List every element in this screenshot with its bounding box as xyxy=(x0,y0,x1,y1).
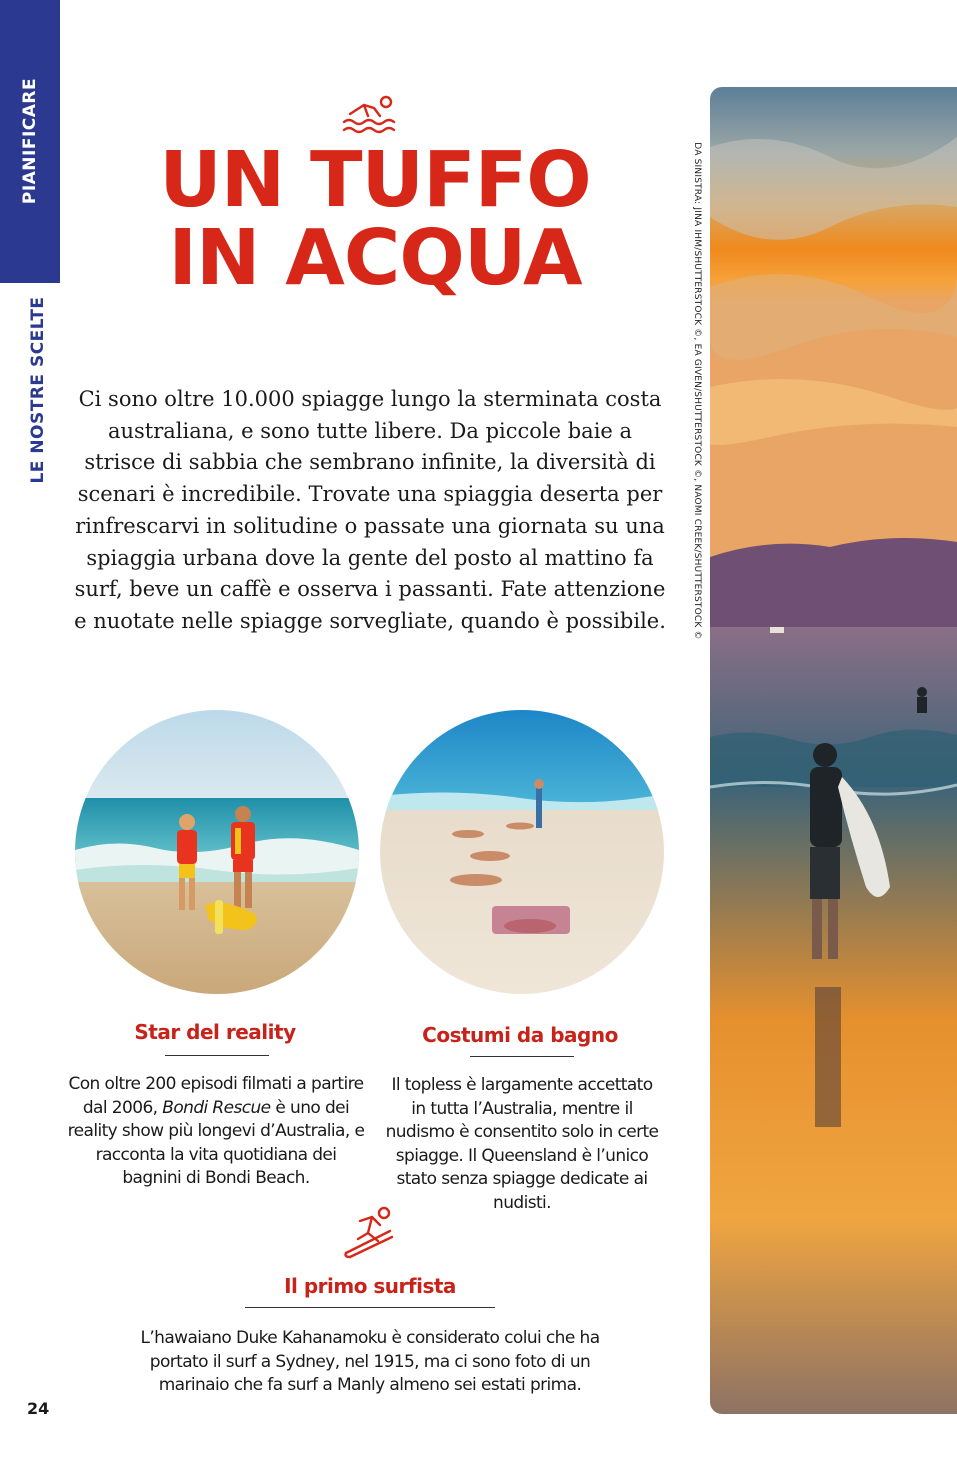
swimmer-icon xyxy=(340,92,400,136)
costumi-card-divider xyxy=(470,1056,574,1057)
surfer-icon xyxy=(340,1205,400,1261)
sunset-surfer-photo xyxy=(710,87,957,1414)
reality-card-divider xyxy=(165,1055,269,1056)
photo-credits: DA SINISTRA: JINA IHM/SHUTTERSTOCK ©, EA GIVEN/SHUTTERSTOCK ©, NAOMI CREEK/SHUTTERSTOCK © xyxy=(692,142,702,640)
page-number: 24 xyxy=(27,1399,50,1418)
intro-paragraph: Ci sono oltre 10.000 spiagge lungo la sterminata costa australiana, e sono tutte libere. Da piccole baie a strisce di sabbia che sembrano infinite, la diversità di scenari è incredibile. Trovate una spiaggia deserta per rinfrescarvi in solitudine o passate una giornata su una spiaggia urbana dove la gente del posto al mattino fa surf, beve un caffè e osserva i passanti. Fate attenzione e nuotate nelle spiagge sorvegliate, quando è possibile. xyxy=(74,387,666,633)
surfista-card-title: Il primo surfista xyxy=(284,1274,456,1298)
reality-text-part-1: Con oltre 200 episodi filmati a partire dal 2006, xyxy=(68,1074,364,1118)
show-title: Bondi Rescue xyxy=(162,1097,271,1118)
subsection-label: LE NOSTRE SCELTE xyxy=(28,296,48,484)
surfista-card-divider xyxy=(245,1307,495,1308)
title-line-1: UN TUFFO xyxy=(159,136,591,225)
reality-text-part-2: è uno dei reality show più longevi d’Australia, e racconta la vita quotidiana dei bagnini di Bondi Beach. xyxy=(67,1097,365,1188)
title-line-2: IN ACQUA xyxy=(168,214,582,303)
costumi-card-text: Il topless è largamente accettato in tutta l’Australia, mentre il nudismo è consentito solo in certe spiagge. Il Queensland è l’unico stato senza spiagge dedicate ai nudisti. xyxy=(385,1075,659,1213)
reality-card-title: Star del reality xyxy=(134,1020,296,1044)
surfista-card-text: L’hawaiano Duke Kahanamoku è considerato colui che ha portato il surf a Sydney, nel 1915, ma ci sono foto di un marinaio che fa surf a Manly almeno sei estati prima. xyxy=(140,1328,600,1395)
lifeguards-photo xyxy=(75,710,359,994)
reality-card-text xyxy=(66,1073,366,1191)
section-tab[interactable] xyxy=(0,0,60,283)
costumi-card-title: Costumi da bagno xyxy=(422,1023,618,1047)
sunbathers-photo xyxy=(380,710,664,994)
page-title xyxy=(150,136,600,303)
section-tab-label: PIANIFICARE xyxy=(20,77,40,205)
